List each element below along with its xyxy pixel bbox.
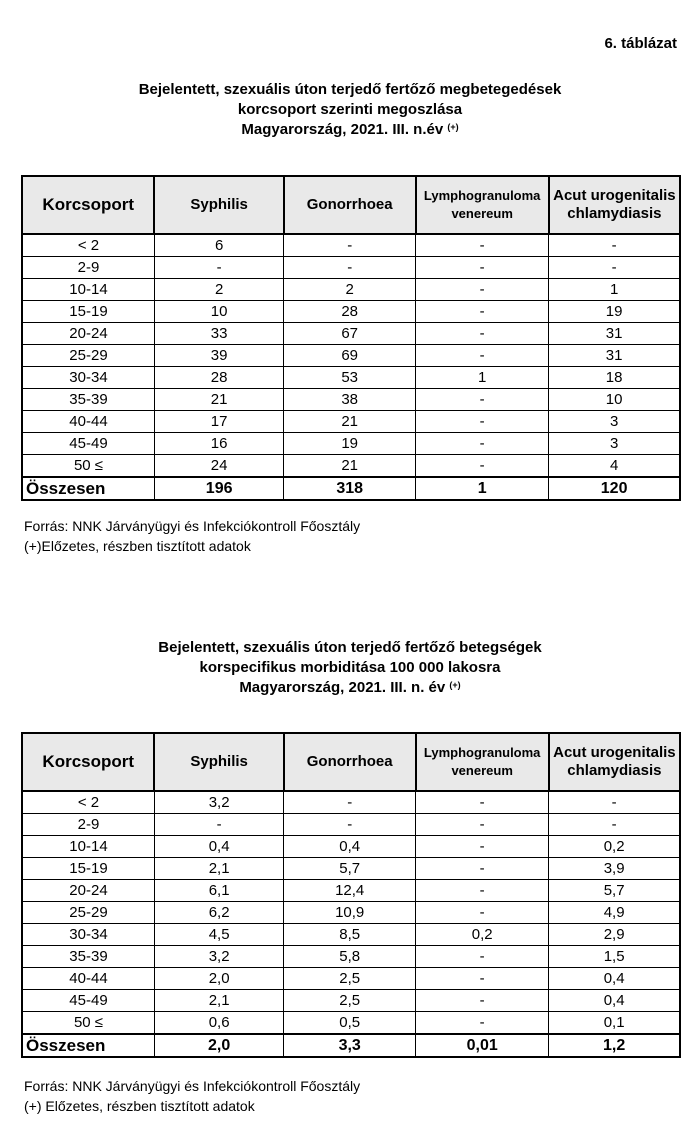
table-row [22,279,680,301]
table-row [22,858,680,880]
table-cell: - [416,279,549,301]
header-gonorrhoea: Gonorrhoea [284,176,416,234]
table-cell: - [154,257,283,279]
table-cell: - [284,257,416,279]
header-chlamydiasis: Acut urogenitalis chlamydiasis [549,733,680,791]
table-cell: 2 [284,279,416,301]
total-cell: 318 [284,477,416,500]
table-cell: 25-29 [22,345,154,367]
table-cell: 3,2 [154,791,283,814]
table-cell: 40-44 [22,411,154,433]
table1 [21,175,681,501]
table-cell: 25-29 [22,902,154,924]
table-cell: 45-49 [22,433,154,455]
table-cell: 6,2 [154,902,283,924]
table-cell: 0,5 [284,1012,416,1035]
table-row [22,411,680,433]
table-cell: 16 [154,433,283,455]
table-cell: 4,5 [154,924,283,946]
table-row [22,880,680,902]
table-cell: 38 [284,389,416,411]
table-row [22,433,680,455]
table-cell: 10-14 [22,279,154,301]
table-cell: - [284,234,416,257]
table1-footnotes [24,516,360,556]
table-cell: 15-19 [22,858,154,880]
table-cell: 12,4 [284,880,416,902]
table1-note: (+)Előzetes, részben tisztított adatok [24,538,251,554]
table-cell: 4,9 [549,902,680,924]
table-cell: - [416,345,549,367]
table1-title-line3: Magyarország, 2021. III. n.év (+) [241,121,459,138]
table-row [22,1012,680,1035]
total-cell: 2,0 [154,1034,283,1057]
table-cell: 8,5 [284,924,416,946]
table-cell: - [416,968,549,990]
table1-title-line2: korcsoport szerinti megoszlása [237,101,463,118]
table-cell: 1 [416,367,549,389]
table2-source: Forrás: NNK Járványügyi és Infekciókontroll Főosztály [24,1078,361,1094]
table-cell: 0,4 [549,968,680,990]
table-cell: 2,0 [154,968,283,990]
table-cell: 15-19 [22,301,154,323]
table-cell: 4 [549,455,680,478]
table-row [22,257,680,279]
table-row [22,389,680,411]
table-cell: - [416,902,549,924]
table-row [22,902,680,924]
table-row [22,455,680,478]
table-cell: - [416,1012,549,1035]
table1-source: Forrás: NNK Járványügyi és Infekciókontroll Főosztály [24,518,361,534]
table-cell: 5,7 [549,880,680,902]
table-cell: 33 [154,323,283,345]
table-cell: 2,1 [154,858,283,880]
table-cell: < 2 [22,234,154,257]
table-cell: 2,9 [549,924,680,946]
table-cell: 30-34 [22,367,154,389]
table-cell: 2,5 [284,990,416,1012]
header-syphilis: Syphilis [154,733,283,791]
table-row [22,301,680,323]
table-cell: 5,8 [284,946,416,968]
total-row [22,477,680,500]
table-cell: 3 [549,433,680,455]
table-cell: - [416,990,549,1012]
total-cell: 120 [549,477,680,500]
table-header-row [22,176,680,234]
table-cell: 2,1 [154,990,283,1012]
table-cell: - [284,814,416,836]
table-cell: 0,4 [154,836,283,858]
total-label: Összesen [22,1034,154,1057]
table2-title-line3: Magyarország, 2021. III. n. év (+) [239,679,461,696]
table-cell: - [549,257,680,279]
table1-title [0,80,700,140]
table2-title-line1: Bejelentett, szexuális úton terjedő fertőző betegségek [158,639,542,656]
header-chlamydiasis: Acut urogenitalis chlamydiasis [549,176,680,234]
table-number: 6. táblázat [604,35,677,52]
table-cell: 6,1 [154,880,283,902]
table-cell: 18 [549,367,680,389]
table-row [22,234,680,257]
table-cell: 45-49 [22,990,154,1012]
table-cell: 19 [549,301,680,323]
table-cell: 0,2 [549,836,680,858]
header-lymphogranuloma: Lymphogranuloma venereum [416,733,549,791]
table-cell: 21 [284,411,416,433]
total-cell: 1,2 [549,1034,680,1057]
table-row [22,323,680,345]
table-cell: 1 [549,279,680,301]
table-cell: < 2 [22,791,154,814]
table-row [22,924,680,946]
table-cell: 10 [154,301,283,323]
table-cell: 35-39 [22,946,154,968]
table-cell: - [416,836,549,858]
header-lymphogranuloma: Lymphogranuloma venereum [416,176,549,234]
table-row [22,968,680,990]
table-cell: - [549,791,680,814]
table-cell: 10 [549,389,680,411]
table-cell: - [549,234,680,257]
table-cell: - [416,301,549,323]
header-korcsoport: Korcsoport [22,733,154,791]
table-cell: 28 [154,367,283,389]
table-cell: 31 [549,323,680,345]
table-cell: 17 [154,411,283,433]
table-cell: 0,6 [154,1012,283,1035]
table-cell: 6 [154,234,283,257]
table-cell: - [416,946,549,968]
table-cell: 2-9 [22,814,154,836]
total-cell: 0,01 [416,1034,549,1057]
header-syphilis: Syphilis [154,176,283,234]
total-cell: 1 [416,477,549,500]
total-row [22,1034,680,1057]
table-cell: 20-24 [22,323,154,345]
table2-note: (+) Előzetes, részben tisztított adatok [24,1098,255,1114]
table-cell: 2 [154,279,283,301]
table-cell: 0,1 [549,1012,680,1035]
table-cell: 39 [154,345,283,367]
table1-title-line1: Bejelentett, szexuális úton terjedő fertőző megbetegedések [138,81,562,98]
table-header-row [22,733,680,791]
table-row [22,946,680,968]
table-cell: 30-34 [22,924,154,946]
table-cell: 67 [284,323,416,345]
table-cell: - [416,455,549,478]
table2-footnotes [24,1076,360,1116]
table-cell: 35-39 [22,389,154,411]
table2 [21,732,681,1058]
table-cell: - [416,880,549,902]
table-cell: 2-9 [22,257,154,279]
table-row [22,836,680,858]
table-cell: - [416,858,549,880]
table2-title [0,638,700,698]
table-cell: 21 [154,389,283,411]
header-gonorrhoea: Gonorrhoea [284,733,416,791]
table-cell: - [416,234,549,257]
table-cell: - [416,411,549,433]
table-row [22,990,680,1012]
table-row [22,367,680,389]
table-cell: 31 [549,345,680,367]
table2-title-line2: korspecifikus morbiditása 100 000 lakosra [199,659,501,676]
table-cell: 1,5 [549,946,680,968]
table-row [22,791,680,814]
table-cell: 24 [154,455,283,478]
table-cell: 5,7 [284,858,416,880]
table-cell: 0,4 [284,836,416,858]
header-korcsoport: Korcsoport [22,176,154,234]
table-cell: 19 [284,433,416,455]
table-cell: - [416,791,549,814]
table-cell: 3 [549,411,680,433]
table-row [22,814,680,836]
table-row [22,345,680,367]
table-cell: - [416,433,549,455]
table-cell: 0,4 [549,990,680,1012]
table-cell: - [416,323,549,345]
table-cell: 21 [284,455,416,478]
table-cell: 40-44 [22,968,154,990]
table-cell: 3,9 [549,858,680,880]
table-cell: 50 ≤ [22,1012,154,1035]
table-cell: - [416,257,549,279]
table-cell: 10,9 [284,902,416,924]
table-cell: - [549,814,680,836]
table-cell: - [154,814,283,836]
table-cell: - [284,791,416,814]
total-cell: 3,3 [284,1034,416,1057]
table-cell: 28 [284,301,416,323]
table-cell: 69 [284,345,416,367]
total-label: Összesen [22,477,154,500]
table-cell: 10-14 [22,836,154,858]
total-cell: 196 [154,477,283,500]
table-cell: - [416,814,549,836]
table-cell: 53 [284,367,416,389]
table-cell: 20-24 [22,880,154,902]
table-cell: 3,2 [154,946,283,968]
table-cell: - [416,389,549,411]
table-cell: 50 ≤ [22,455,154,478]
table-cell: 0,2 [416,924,549,946]
table-cell: 2,5 [284,968,416,990]
